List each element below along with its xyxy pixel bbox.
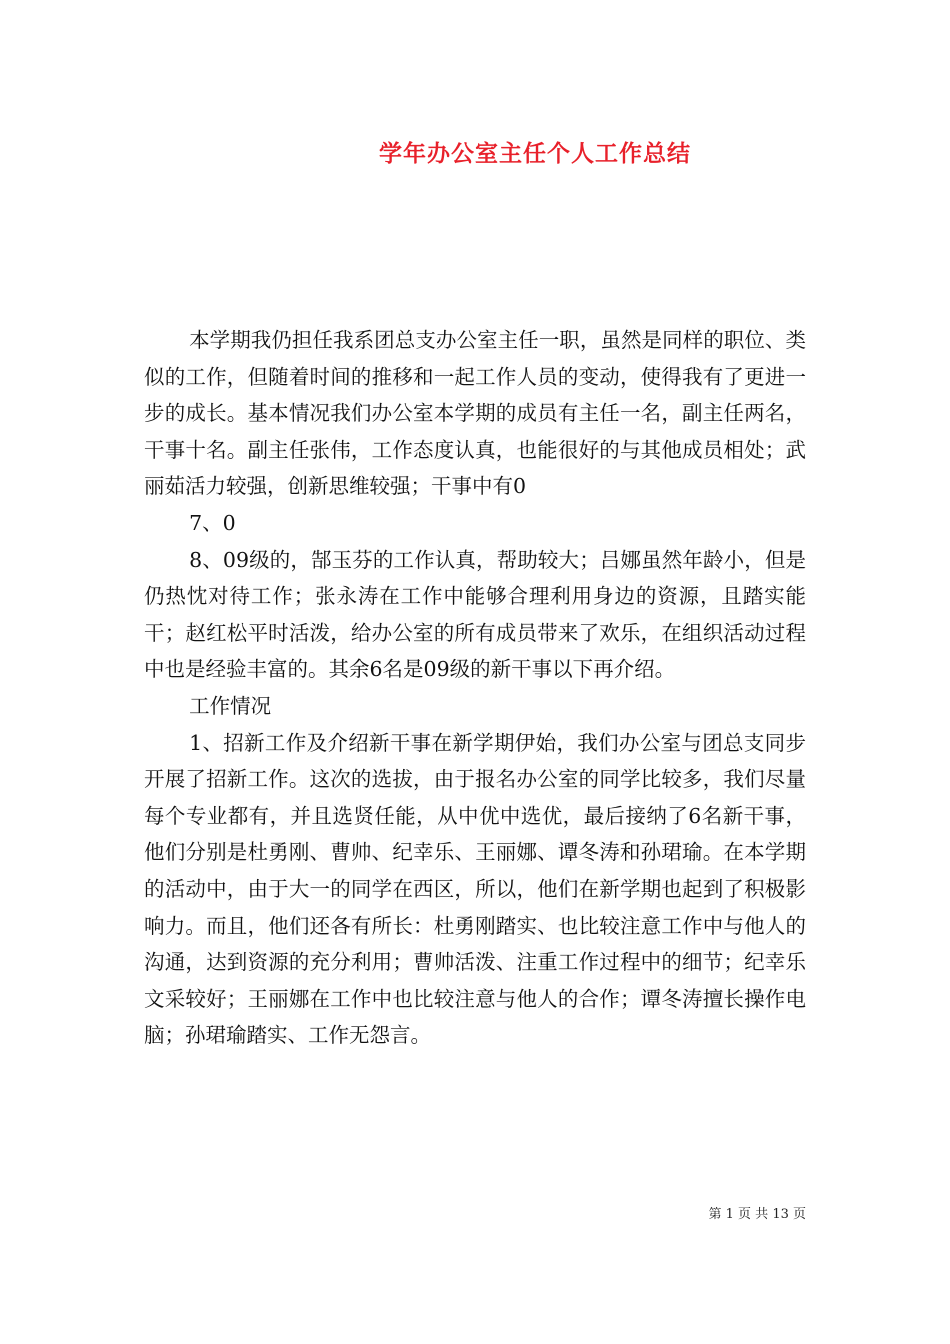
page-title: 学年办公室主任个人工作总结 xyxy=(379,141,691,167)
section-heading: 工作情况 xyxy=(189,693,272,718)
page-number: 第 1 页 共 13 页 xyxy=(708,1207,806,1222)
document-body xyxy=(144,322,806,1054)
paragraph: 8、09级的，郜玉芬的工作认真，帮助较大；吕娜虽然年龄小，但是仍热忱对待工作；张永涛在工作中能够合理利用身边的资源，且踏实能干；赵红松平时活泼，给办公室的所有成员带来了欢乐，在组织活动过程中也是经验丰富的。其余6名是09级的新干事以下再介绍。 xyxy=(144,547,806,682)
paragraph: 1、招新工作及介绍新干事在新学期伊始，我们办公室与团总支同步开展了招新工作。这次的选拔，由于报名办公室的同学比较多，我们尽量每个专业都有，并且选贤任能，从中优中选优，最后接纳了6名新干事，他们分别是杜勇刚、曹帅、纪幸乐、王丽娜、谭冬涛和孙珺瑜。在本学期的活动中，由于大一的同学在西区，所以，他们在新学期也起到了积极影响力。而且，他们还各有所长：杜勇刚踏实、也比较注意工作中与他人的沟通，达到资源的充分利用；曹帅活泼、注重工作过程中的细节；纪幸乐文采较好；王丽娜在工作中也比较注意与他人的合作；谭冬涛擅长操作电脑；孙珺瑜踏实、工作无怨言。 xyxy=(144,730,806,1048)
paragraph: 本学期我仍担任我系团总支办公室主任一职，虽然是同样的职位、类似的工作，但随着时间的推移和一起工作人员的变动，使得我有了更进一步的成长。基本情况我们办公室本学期的成员有主任一名，副主任两名，干事十名。副主任张伟，工作态度认真，也能很好的与其他成员相处；武丽茹活力较强，创新思维较强；干事中有0 xyxy=(144,328,806,499)
paragraph: 7、0 xyxy=(189,510,236,535)
